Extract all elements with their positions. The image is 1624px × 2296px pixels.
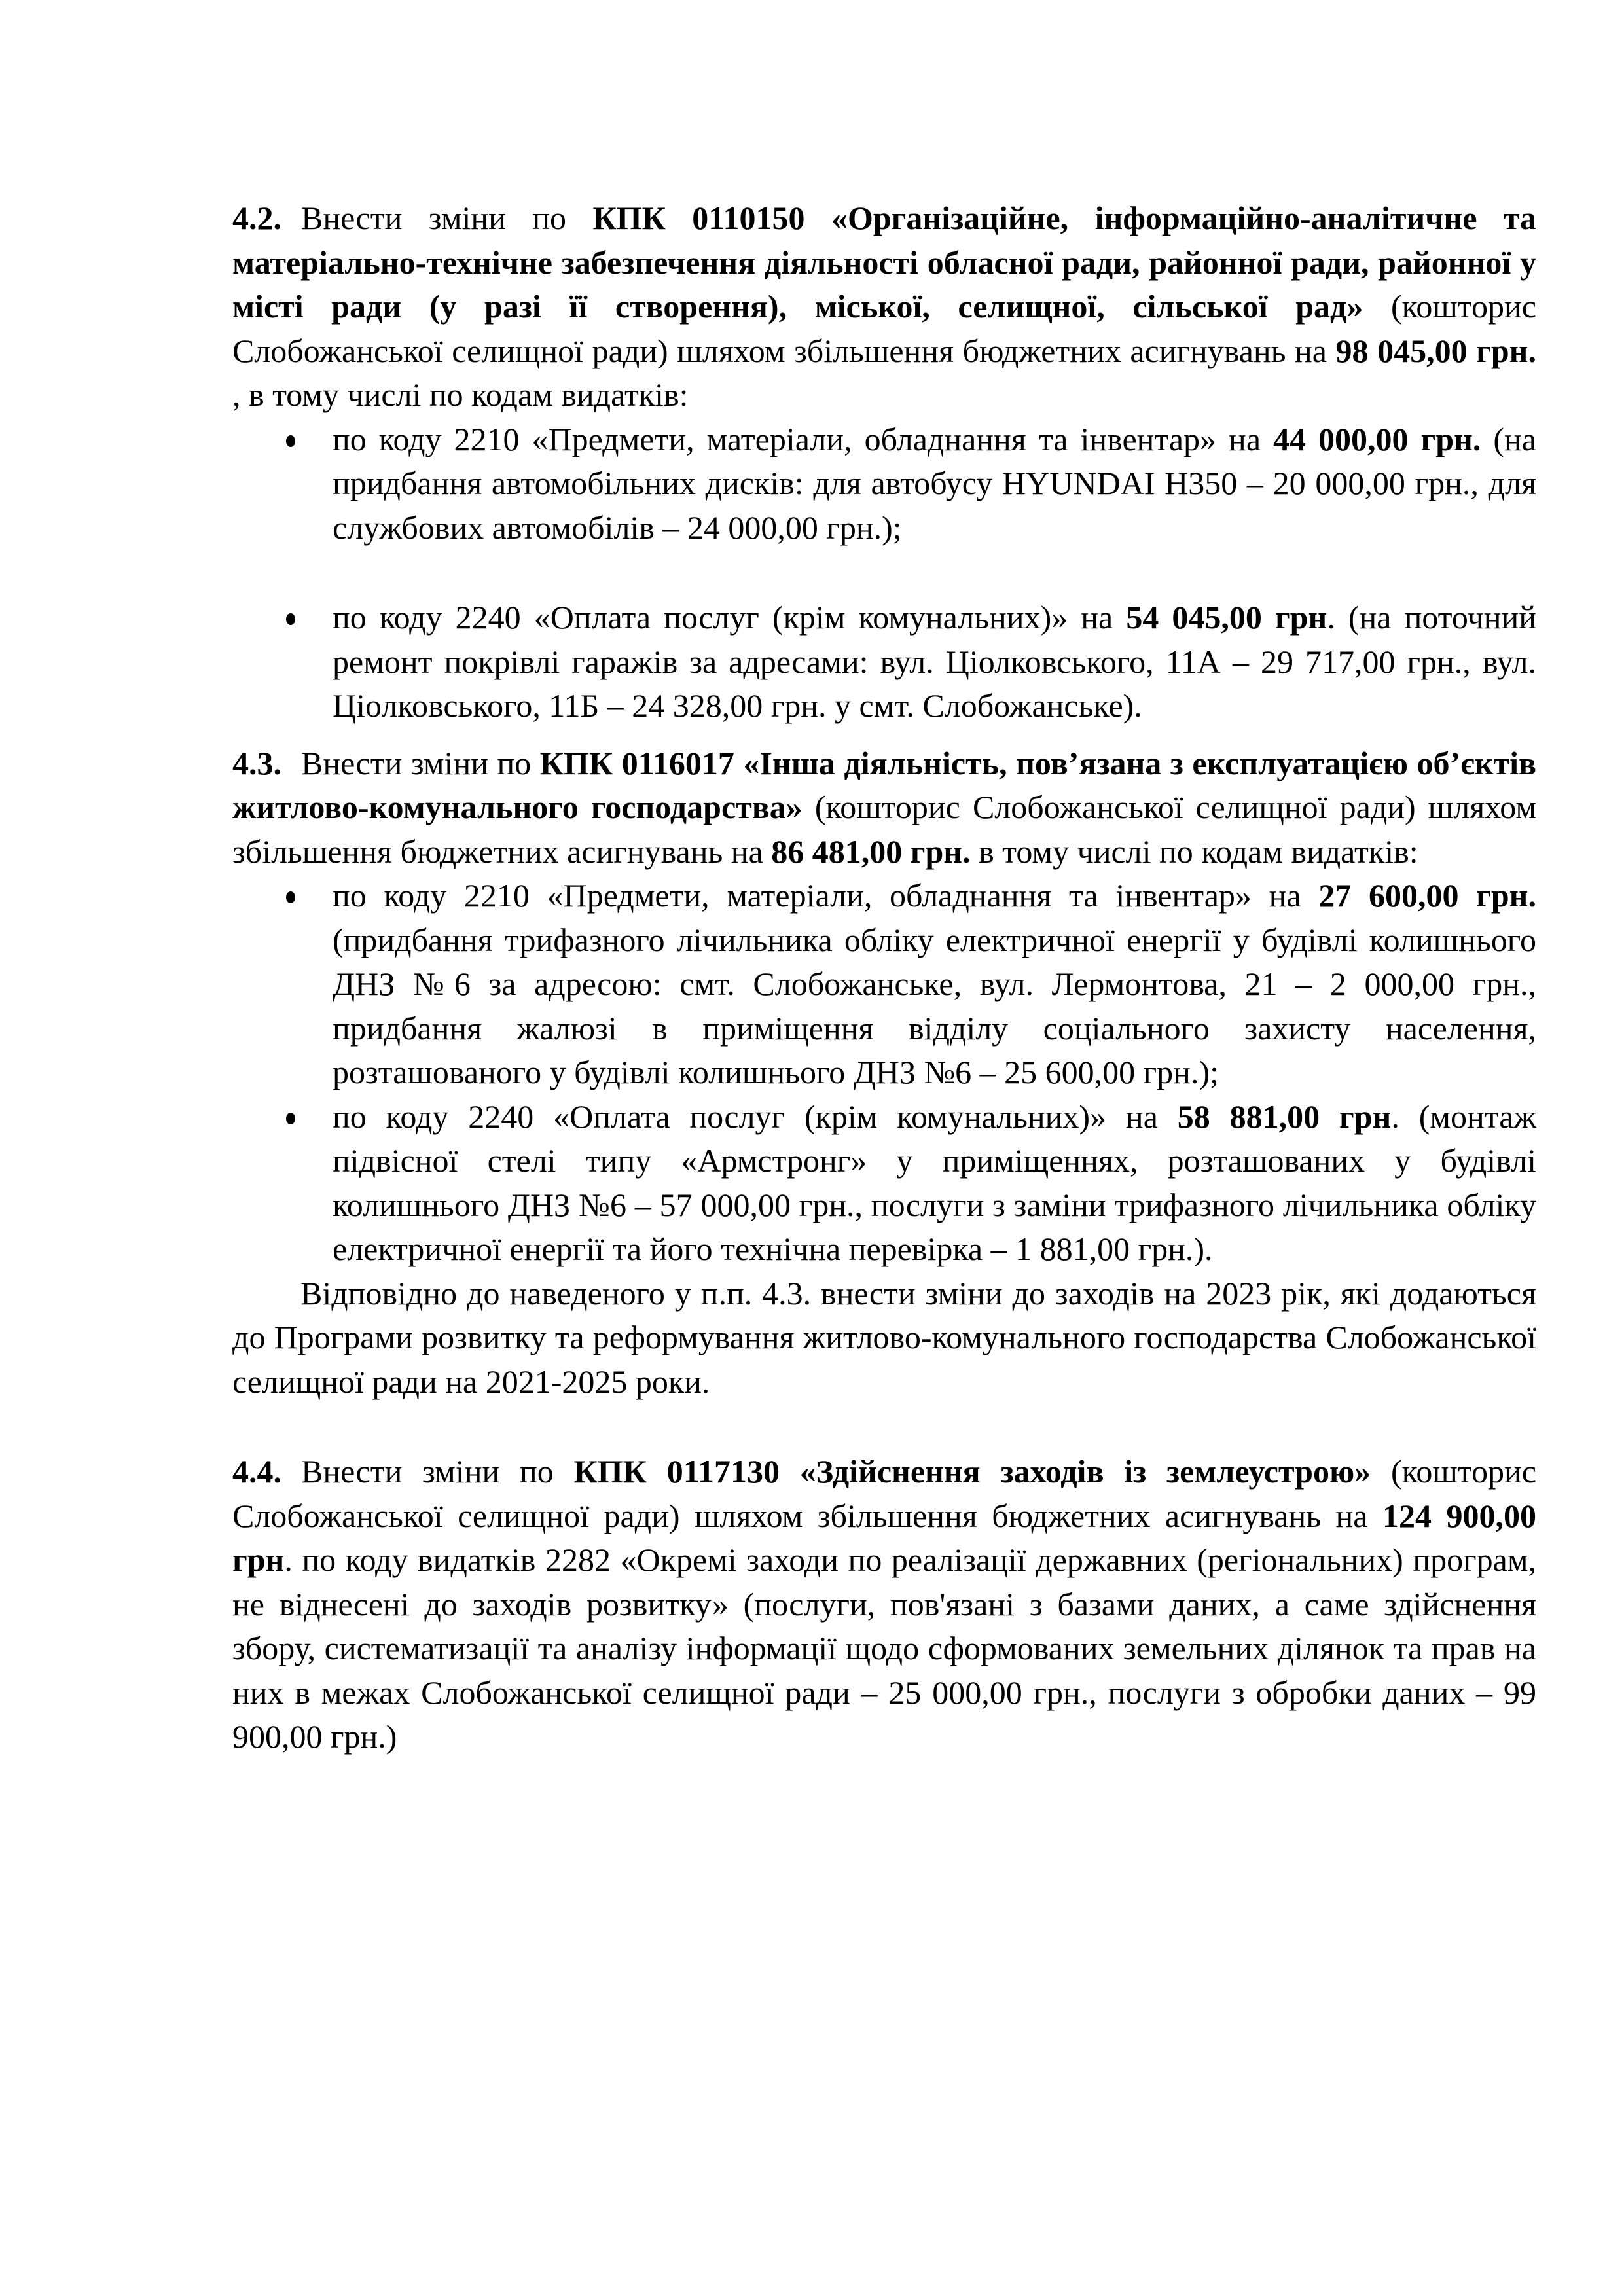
list-item xyxy=(232,418,1536,550)
expense-list-4-3 xyxy=(232,874,1536,1272)
section-lead: Внести зміни по xyxy=(301,744,540,781)
list-item xyxy=(232,596,1536,728)
section-text-tail: , в тому числі по кодам видатків: xyxy=(232,376,689,413)
section-text-tail: в тому числі по кодам видатків: xyxy=(970,833,1418,870)
section-number: 4.3. xyxy=(232,744,281,781)
kpk-title: КПК 0116017 «Інша діяльність, пов’язана з експлуатацією об’єктів житлово-комунального господарства» xyxy=(232,744,1536,825)
kpk-title: КПК 0110150 «Організаційне, інформаційно-аналітичне та матеріально-технічне забезпечення діяльності обласної ради, районної ради, районної у місті ради (у разі її створення), міської, селищної, сільської рад» xyxy=(232,200,1536,325)
item-text: по коду 2210 «Предмети, матеріали, обладнання та інвентар» на xyxy=(333,420,1274,457)
item-text: по коду 2240 «Оплата послуг (крім комунальних)» на xyxy=(333,599,1127,636)
section-lead: Внести зміни по xyxy=(301,1453,574,1490)
section-4-4 xyxy=(232,1450,1536,1759)
section-lead: Внести зміни по xyxy=(301,200,593,236)
item-text: по коду 2240 «Оплата послуг (крім комунальних)» на xyxy=(333,1098,1178,1135)
section-4-2 xyxy=(232,196,1536,418)
total-amount: 86 481,00 грн. xyxy=(771,833,971,870)
item-amount: 27 600,00 грн. xyxy=(1318,877,1536,914)
item-details: . (на поточний ремонт покрівлі гаражів за адресами: вул. Ціолковського, 11А – 29 717,00 грн., вул. Ціолковського, 11Б – 24 328,00 грн. у смт. Слобожанське). xyxy=(333,599,1536,724)
bullet-icon xyxy=(286,891,295,903)
list-item xyxy=(232,1095,1536,1272)
item-details: (на придбання автомобільних дисків: для автобусу HYUNDAI H350 – 20 000,00 грн., для службових автомобілів – 24 000,00 грн.); xyxy=(333,420,1537,546)
section-4-3 xyxy=(232,742,1536,874)
total-amount: 124 900,00 грн xyxy=(232,1497,1536,1578)
document-page xyxy=(232,196,1536,1759)
section-text-tail: . по коду видатків 2282 «Окремі заходи по реалізації державних (регіональних) програм, не віднесені до заходів розвитку» (послуги, пов'язані з базами даних, а саме здійснення збору, систематизації та аналізу інформації щодо сформованих земельних ділянок та прав на них в межах Слобожанської селищної ради – 25 000,00 грн., послуги з обробки даних – 99 900,00 грн.) xyxy=(232,1541,1536,1755)
expense-list-4-2 xyxy=(232,418,1536,728)
program-note: Відповідно до наведеного у п.п. 4.3. внести зміни до заходів на 2023 рік, які додаються до Програми розвитку та реформування житлово-комунального господарства Слобожанської селищної ради на 2021-2025 роки. xyxy=(232,1274,1536,1400)
item-details: . (монтаж підвісної стелі типу «Армстронг» у приміщеннях, розташованих у будівлі колишнього ДНЗ №6 – 57 000,00 грн., послуги з заміни трифазного лічильника обліку електричної енергії та його технічна перевірка – 1 881,00 грн.). xyxy=(333,1098,1537,1267)
list-item xyxy=(232,874,1536,1095)
section-number: 4.2. xyxy=(232,200,281,236)
kpk-title: КПК 0117130 «Здійснення заходів із землеустрою» xyxy=(573,1453,1371,1490)
item-amount: 58 881,00 грн xyxy=(1177,1098,1392,1135)
item-amount: 44 000,00 грн. xyxy=(1273,420,1481,457)
bullet-icon xyxy=(286,613,295,625)
spacer xyxy=(232,728,1536,742)
spacer xyxy=(232,1404,1536,1450)
section-text: (кошторис Слобожанської селищної ради) шляхом збільшення бюджетних асигнувань на xyxy=(232,1453,1536,1534)
bullet-icon xyxy=(286,435,295,447)
item-text: по коду 2210 «Предмети, матеріали, обладнання та інвентар» на xyxy=(333,877,1319,914)
bullet-icon xyxy=(286,1113,295,1124)
item-details: (придбання трифазного лічильника обліку електричної енергії у будівлі колишнього ДНЗ №6 за адресою: смт. Слобожанське, вул. Лермонтова, 21 – 2 000,00 грн., придбання жалюзі в приміщення відділу соціального захисту населення, розташованого у будівлі колишнього ДНЗ №6 – 25 600,00 грн.); xyxy=(333,921,1536,1090)
section-number: 4.4. xyxy=(232,1453,281,1490)
item-amount: 54 045,00 грн xyxy=(1126,599,1327,636)
total-amount: 98 045,00 грн. xyxy=(1335,332,1536,369)
spacer xyxy=(232,550,1536,596)
section-text: (кошторис Слобожанської селищної ради) шляхом збільшення бюджетних асигнувань на xyxy=(232,789,1536,870)
section-text: (кошторис Слобожанської селищної ради) шляхом збільшення бюджетних асигнувань на xyxy=(232,288,1536,369)
